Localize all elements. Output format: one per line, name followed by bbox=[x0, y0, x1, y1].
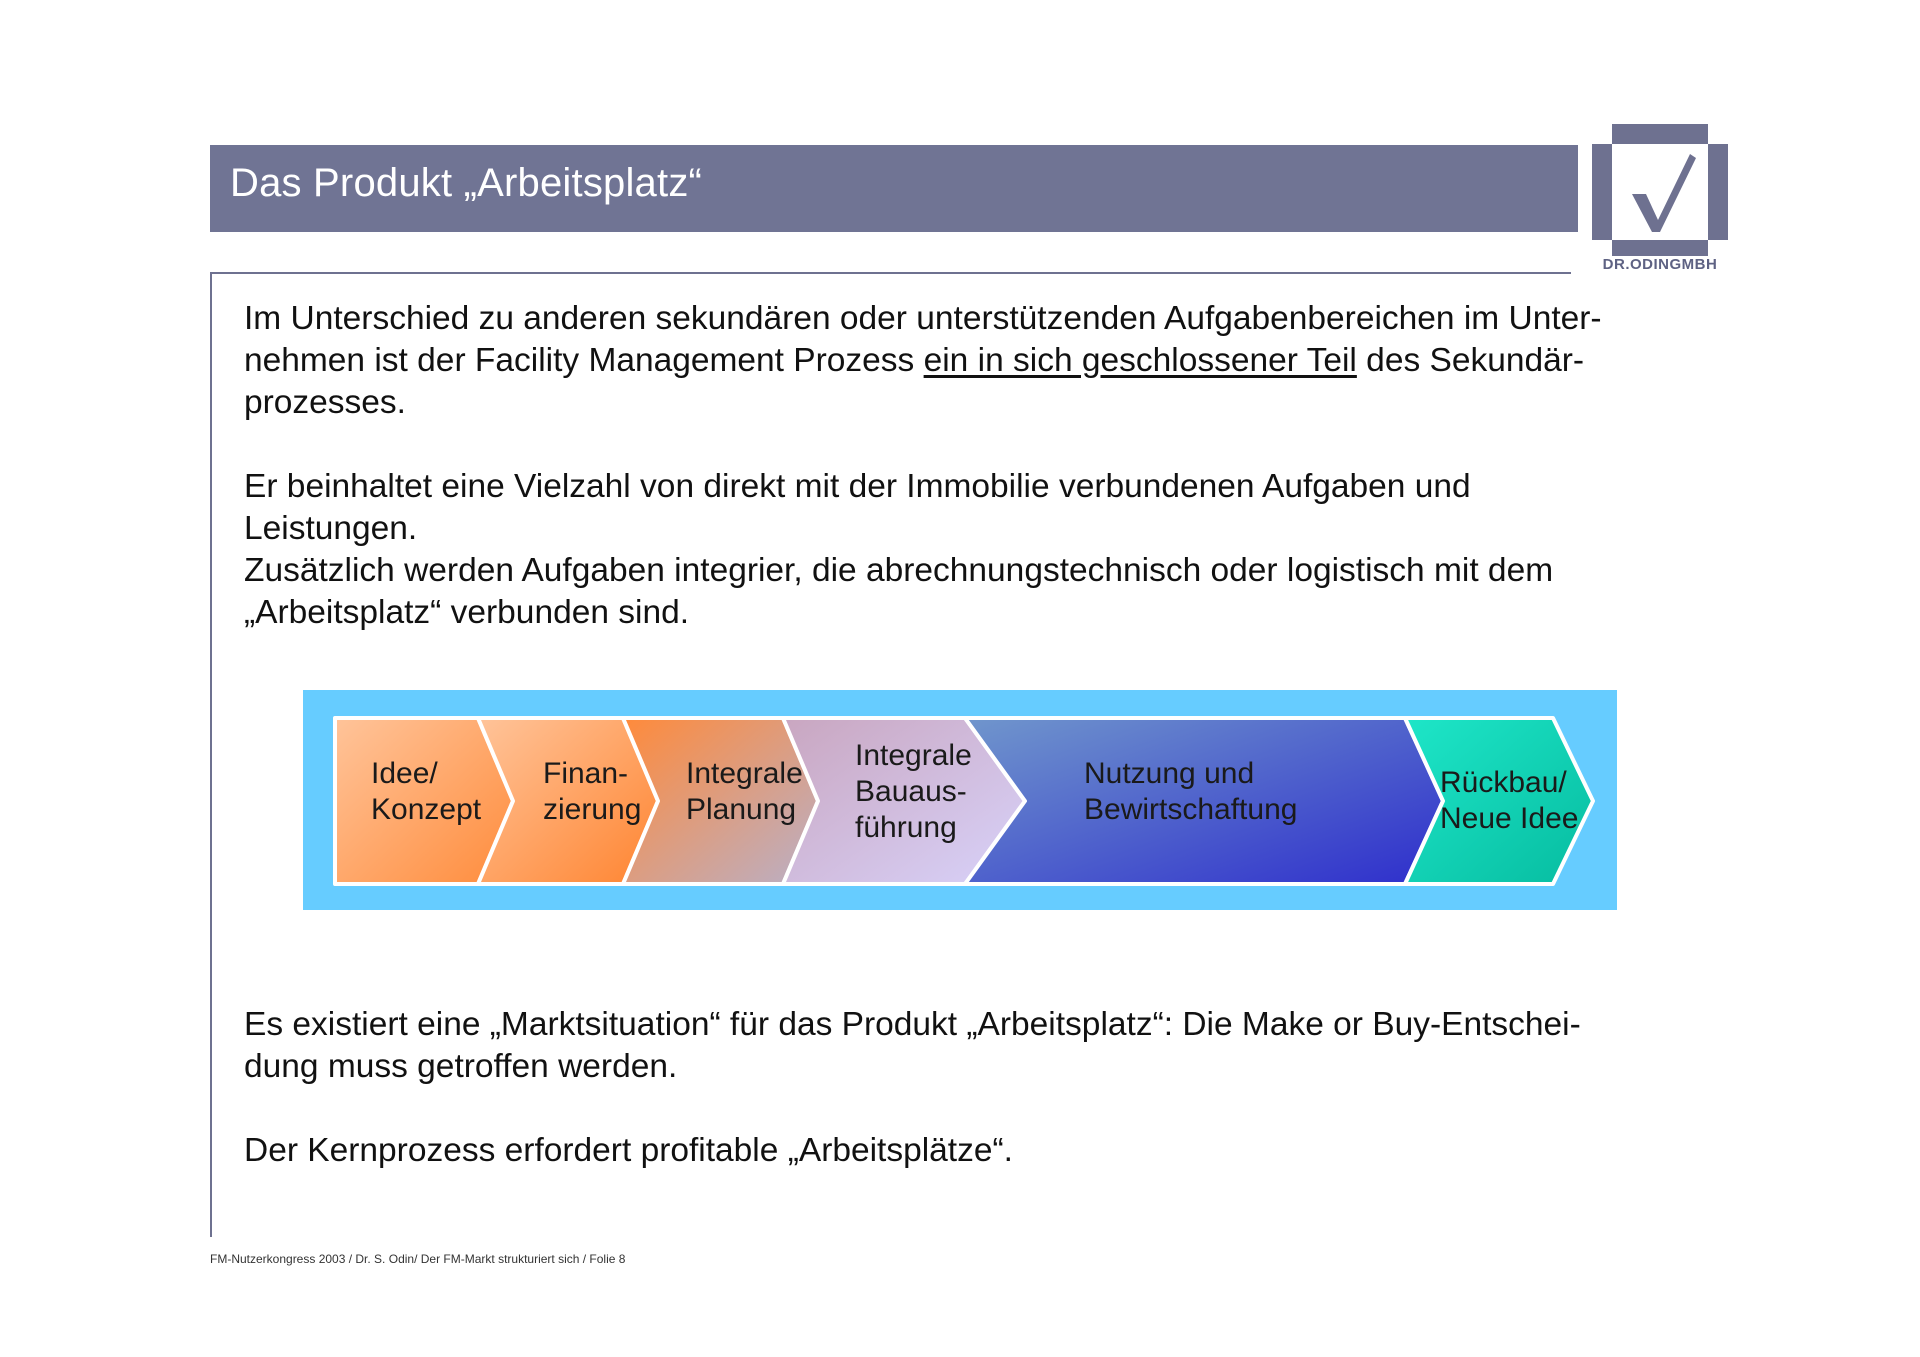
step-label-finanzierung: Finan- zierung bbox=[543, 757, 642, 826]
paragraph-core-process: Der Kernprozess erfordert profitable „Arbeitsplätze“. bbox=[244, 1132, 1013, 1169]
paragraph-intro-start: Im Unterschied zu anderen sekundären oder unterstützenden Aufgabenbereichen im Unter- nehmen ist der Facility Management Prozess bbox=[244, 300, 1602, 379]
paragraph-market: Es existiert eine „Marktsituation“ für das Produkt „Arbeitsplatz“: Die Make or Buy-Entschei- dung muss getroffen werden. bbox=[244, 1006, 1581, 1085]
paragraph-tasks: Er beinhaltet eine Vielzahl von direkt mit der Immobilie verbundenen Aufgaben und Leistungen. Zusätzlich werden Aufgaben integrier, die abrechnungstechnisch oder logistisch mit dem „Arbeitsplatz“ verbunden sind. bbox=[244, 468, 1554, 631]
logo-caption: DR.ODINGMBH bbox=[1602, 256, 1718, 273]
step-label-idee: Idee/ Konzept bbox=[371, 757, 482, 826]
footer-caption: FM-Nutzerkongress 2003 / Dr. S. Odin/ Der FM-Markt strukturiert sich / Folie 8 bbox=[210, 1252, 626, 1266]
process-diagram bbox=[303, 690, 1617, 910]
divider-horizontal bbox=[211, 272, 1571, 274]
paragraph-intro bbox=[244, 298, 1684, 424]
paragraph-intro-underlined: ein in sich geschlossener Teil bbox=[923, 342, 1357, 379]
paragraph-intro-end: des Sekundär- prozesses. bbox=[244, 342, 1585, 421]
page-title: Das Produkt „Arbeitsplatz“ bbox=[230, 161, 703, 205]
checkmark-logo-icon bbox=[1592, 124, 1728, 276]
divider-vertical bbox=[210, 272, 212, 1237]
step-label-bauausfuehrung: Integrale Bauaus- führung bbox=[855, 739, 972, 844]
step-label-nutzung: Nutzung und Bewirtschaftung bbox=[1084, 757, 1298, 826]
step-label-planung: Integrale Planung bbox=[686, 757, 803, 826]
step-label-rueckbau: Rückbau/ Neue Idee bbox=[1440, 766, 1579, 835]
title-bar bbox=[210, 145, 1578, 232]
